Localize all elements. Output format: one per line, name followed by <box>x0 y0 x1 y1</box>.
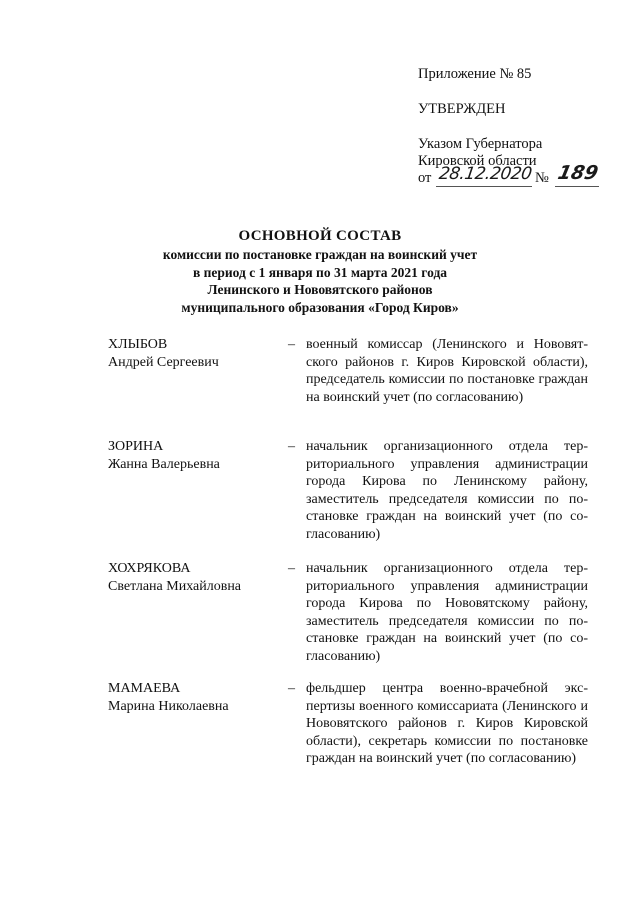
member-name <box>108 336 278 371</box>
title-line-2: в период с 1 января по 31 марта 2021 года <box>192 264 448 280</box>
member-surname: ЗОРИНА <box>108 439 164 454</box>
approved-label: УТВЕРЖДЕН <box>418 101 506 117</box>
member-given-name: Марина Николаевна <box>108 698 229 714</box>
member-dash: – <box>288 337 295 352</box>
handwritten-date: 28.12.2020 <box>437 164 533 184</box>
member-given-name: Андрей Сергеевич <box>108 354 219 370</box>
title-main: ОСНОВНОЙ СОСТАВ <box>238 228 402 244</box>
approval-block <box>418 66 618 192</box>
member-dash: – <box>288 561 295 576</box>
date-label: от <box>418 170 432 186</box>
date-underline <box>436 186 532 187</box>
title-line-4: муниципального образования «Город Киров» <box>181 299 459 315</box>
member-name <box>108 560 278 595</box>
title-line-3: Ленинского и Нововятского районов <box>207 282 433 297</box>
member-name <box>108 438 278 473</box>
member-surname: МАМАЕВА <box>108 681 181 696</box>
number-label: № <box>535 170 549 186</box>
appendix-label: Приложение № 85 <box>418 66 532 82</box>
member-surname: ХОХРЯКОВА <box>108 561 191 576</box>
member-role: фельдшер центра военно-врачебной экспертизы военного комиссариата (Ленинского и Нововятского районов г. Киров Кировской области), секретарь комиссии по постановке граждан на воинский учет (по согласованию) <box>306 681 588 766</box>
member-role: начальник организационного отдела территориального управления администрации города Кирова по Ленинскому району, заместитель председателя комиссии по постановке граждан на воинский учет (по согласованию) <box>306 439 588 542</box>
decree-line-2: Кировской области <box>418 153 537 169</box>
member-dash: – <box>288 439 295 454</box>
member-given-name: Светлана Михайловна <box>108 578 242 594</box>
title-line-1: комиссии по постановке граждан на воинский учет <box>162 247 478 262</box>
member-role: военный комиссар (Ленинского и Нововятского районов г. Киров Кировской области), председатель комиссии по постановке граждан на воинский учет (по согласованию) <box>306 337 588 405</box>
member-name <box>108 680 278 715</box>
document-title <box>120 226 520 316</box>
member-given-name: Жанна Валерьевна <box>108 456 220 472</box>
handwritten-number: 189 <box>555 162 601 184</box>
number-underline <box>555 186 599 187</box>
member-surname: ХЛЫБОВ <box>108 337 168 352</box>
decree-line-1: Указом Губернатора <box>418 136 543 152</box>
decree-date-number-row <box>418 162 618 192</box>
member-dash: – <box>288 681 295 696</box>
member-role: начальник организационного отдела территориального управления администрации города Кирова по Нововятскому району, заместитель председателя комиссии по постановке граждан на воинский учет (по согласованию) <box>306 561 588 664</box>
